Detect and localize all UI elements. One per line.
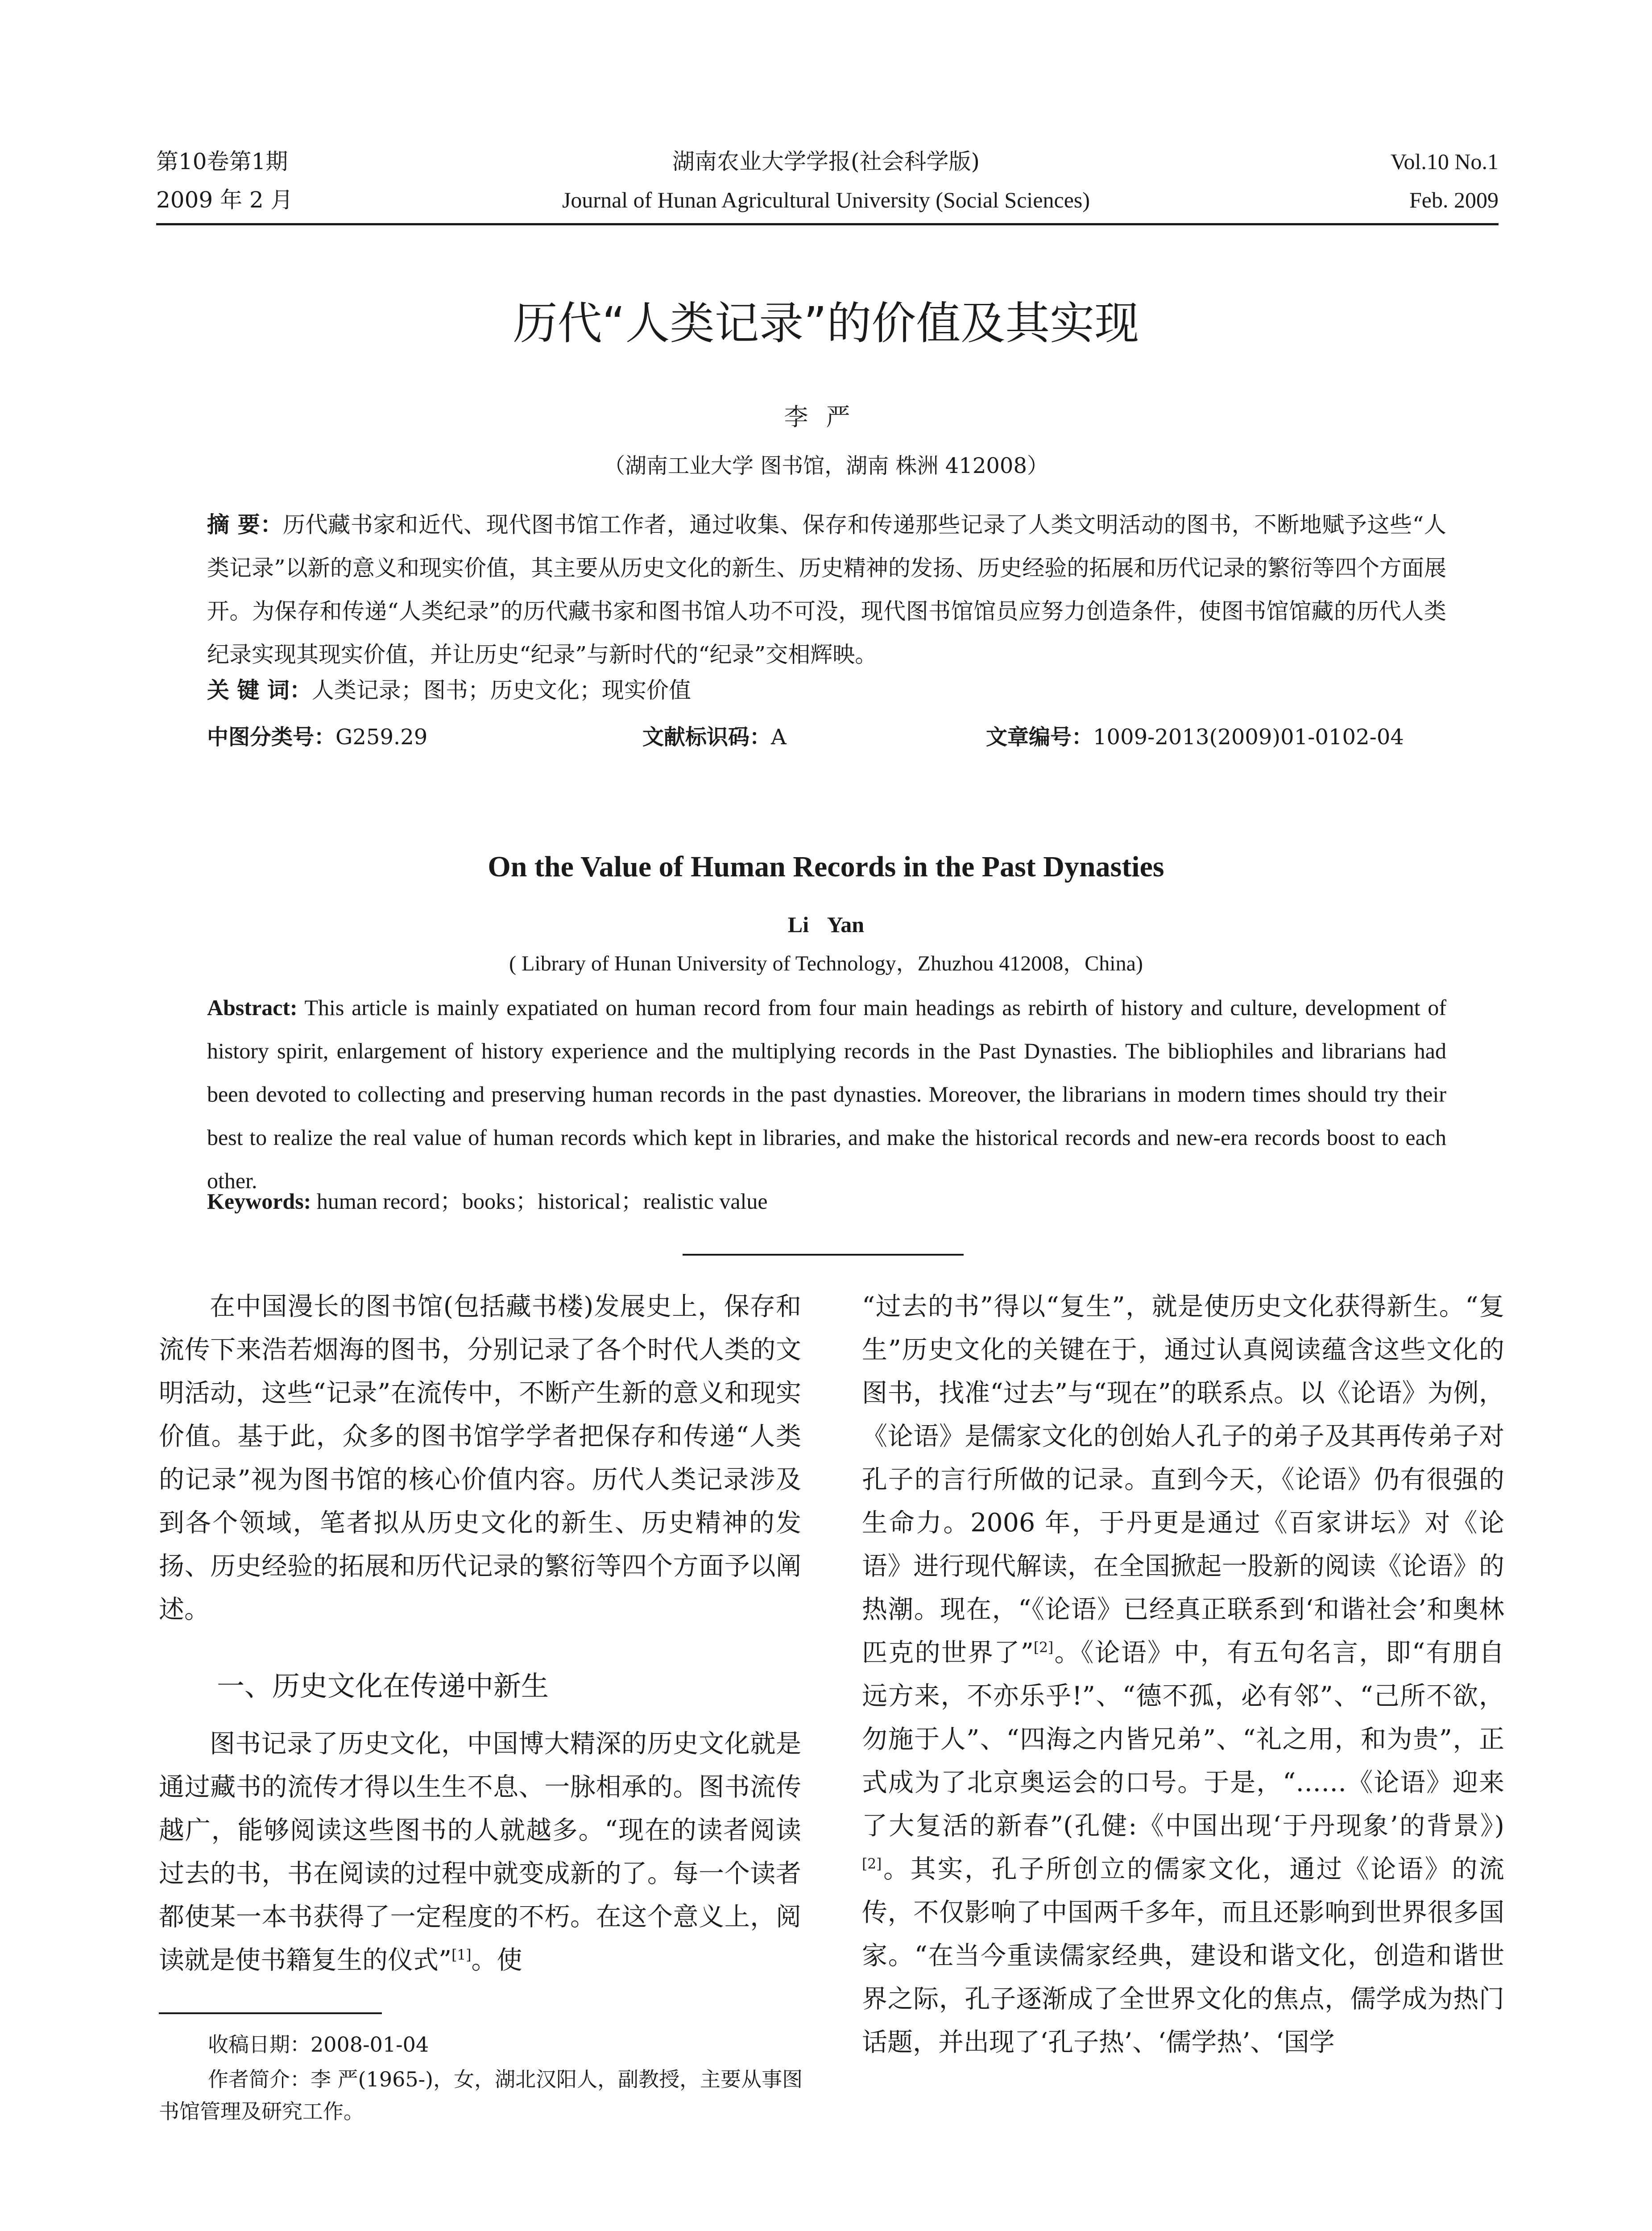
- right-text-a: “过去的书”得以“复生”，就是使历史文化获得新生。“复生”历史文化的关键在于，通过认真阅读蕴含这些文化的图书，找准“过去”与“现在”的联系点。以《论语》为例，《论语》是儒家文化的创始人孔子的弟子及其再传弟子对孔子的言行所做的记录。直到今天，《论语》仍有很强的生命力。2006 年，于丹更是通过《百家讲坛》对《论语》进行现代解读，在全国掀起一股新的阅读《论语》的热潮。现在，“《论语》已经真正联系到‘和谐社会’和奥林匹克的世界了”: [862, 1292, 1504, 1667]
- document-code: [642, 723, 787, 751]
- section1-tail: 。使: [471, 1945, 522, 1975]
- header-rule: [156, 223, 1499, 225]
- abstract-separator: [683, 1254, 964, 1256]
- bio-text: 李 严(1965-)，女，湖北汉阳人，副教授，主要从事图书馆管理及研究工作。: [159, 2067, 803, 2123]
- keywords-cn-label: 关 键 词：: [207, 677, 312, 703]
- intro-paragraph: 在中国漫长的图书馆(包括藏书楼)发展史上，保存和流传下来浩若烟海的图书，分别记录了各个时代人类的文明活动，这些“记录”在流传中，不断产生新的意义和现实价值。基于此，众多的图书馆学学者把保存和传递“人类的记录”视为图书馆的核心价值内容。历代人类记录涉及到各个领域，笔者拟从历史文化的新生、历史精神的发扬、历史经验的拓展和历代记录的繁衍等四个方面予以阐述。: [159, 1292, 801, 1624]
- received-label: 收稿日期：: [208, 2032, 311, 2057]
- abstract-en-label: Abstract:: [207, 995, 298, 1020]
- header-date-cn: 2009 年 2 月: [156, 187, 293, 213]
- title-en: On the Value of Human Records in the Past Dynasties: [488, 850, 1164, 883]
- header-date-en: Feb. 2009: [1409, 187, 1499, 212]
- title-cn: 历代“人类记录”的价值及其实现: [513, 297, 1139, 349]
- footnote-rule: [159, 2012, 382, 2014]
- clc-number: [207, 723, 427, 751]
- article-no-value: 1009-2013(2009)01-0102-04: [1093, 725, 1404, 750]
- article-no-label: 文章编号：: [986, 725, 1093, 750]
- keywords-cn: [207, 676, 691, 705]
- header-vol-no: Vol.10 No.1: [1390, 149, 1499, 174]
- keywords-en: [207, 1187, 768, 1215]
- author-en: Li Yan: [787, 912, 865, 937]
- citation-1: [1]: [451, 1947, 472, 1963]
- bio-label: 作者简介：: [208, 2067, 311, 2091]
- abstract-en: [207, 986, 1446, 1203]
- right-text-c: 。其实，孔子所创立的儒家文化，通过《论语》的流传，不仅影响了中国两千多年，而且还影响到世界很多国家。“在当今重读儒家经典，建设和谐文化，创造和谐世界之际，孔子逐渐成了全世界文化的焦点，儒学成为热门话题，并出现了‘孔子热’、‘儒学热’、‘国学: [862, 1854, 1504, 2057]
- footnote-received: [159, 2028, 859, 2061]
- abstract-cn-label: 摘 要：: [207, 512, 283, 538]
- keywords-en-text: human record；books；historical；realistic value: [316, 1189, 768, 1214]
- body-right-column: [862, 1285, 1504, 2064]
- section1-paragraph: [159, 1722, 801, 1982]
- header-journal-cn: 湖南农业大学学报(社会科学版): [672, 149, 980, 174]
- clc-value: G259.29: [335, 725, 428, 750]
- keywords-cn-text: 人类记录；图书；历史文化；现实价值: [311, 677, 691, 703]
- clc-label: 中图分类号：: [207, 725, 336, 750]
- keywords-en-label: Keywords:: [207, 1189, 311, 1214]
- doc-code-value: A: [771, 725, 787, 750]
- citation-2a: [2]: [1033, 1640, 1054, 1656]
- citation-2b: [2]: [862, 1856, 882, 1872]
- body-left-column-top: [159, 1285, 801, 1631]
- abstract-cn: [207, 503, 1446, 676]
- affiliation-en: ( Library of Hunan University of Technology，Zhuzhou 412008，China): [509, 952, 1143, 975]
- doc-code-label: 文献标识码：: [642, 725, 771, 750]
- article-number: [986, 723, 1404, 751]
- section1-text: 图书记录了历史文化，中国博大精深的历史文化就是通过藏书的流传才得以生生不息、一脉相承的。图书流传越广，能够阅读这些图书的人就越多。“现在的读者阅读过去的书，书在阅读的过程中就变成新的了。每一个读者都使某一本书获得了一定程度的不朽。在这个意义上，阅读就是使书籍复生的仪式”: [159, 1729, 801, 1975]
- affiliation-cn: （湖南工业大学 图书馆，湖南 株洲 412008）: [603, 453, 1048, 478]
- header-journal-en: Journal of Hunan Agricultural University (Social Sciences): [562, 187, 1090, 212]
- footnote-author-bio: [159, 2063, 810, 2127]
- received-date: 2008-01-04: [311, 2032, 429, 2057]
- header-volume-issue: 第10卷第1期: [156, 149, 288, 174]
- abstract-en-text: This article is mainly expatiated on human record from four main headings as rebirth of history and culture, development of history spirit, enlargement of history experience and the multiplying records in the Past Dynasties. The bibliophiles and librarians had been devoted to collecting and preserving human records in the past dynasties. Moreover, the librarians in modern times should try their best to realize the real value of human records which kept in libraries, and make the historical records and new-era records boost to each other.: [207, 995, 1446, 1193]
- right-paragraph: [862, 1285, 1504, 2064]
- body-left-column-bottom: [159, 1722, 801, 1982]
- section-heading-text: 一、历史文化在传递中新生: [217, 1670, 549, 1702]
- right-text-b: 。《论语》中，有五句名言，即“有朋自远方来，不亦乐乎!”、“德不孤，必有邻”、“己所不欲，勿施于人”、“四海之内皆兄弟”、“礼之用，和为贵”，正式成为了北京奥运会的口号。于是，“……《论语》迎来了大复活的新春”(孔健:《中国出现‘于丹现象’的背景》): [862, 1638, 1504, 1841]
- section-heading-1: [159, 1664, 549, 1708]
- author-cn: 李严: [784, 403, 868, 431]
- abstract-cn-text: 历代藏书家和近代、现代图书馆工作者，通过收集、保存和传递那些记录了人类文明活动的图书，不断地赋予这些“人类记录”以新的意义和现实价值，其主要从历史文化的新生、历史精神的发扬、历史经验的拓展和历代记录的繁衍等四个方面展开。为保存和传递“人类纪录”的历代藏书家和图书馆人功不可没，现代图书馆馆员应努力创造条件，使图书馆馆藏的历代人类纪录实现其现实价值，并让历史“纪录”与新时代的“纪录”交相辉映。: [207, 512, 1446, 668]
